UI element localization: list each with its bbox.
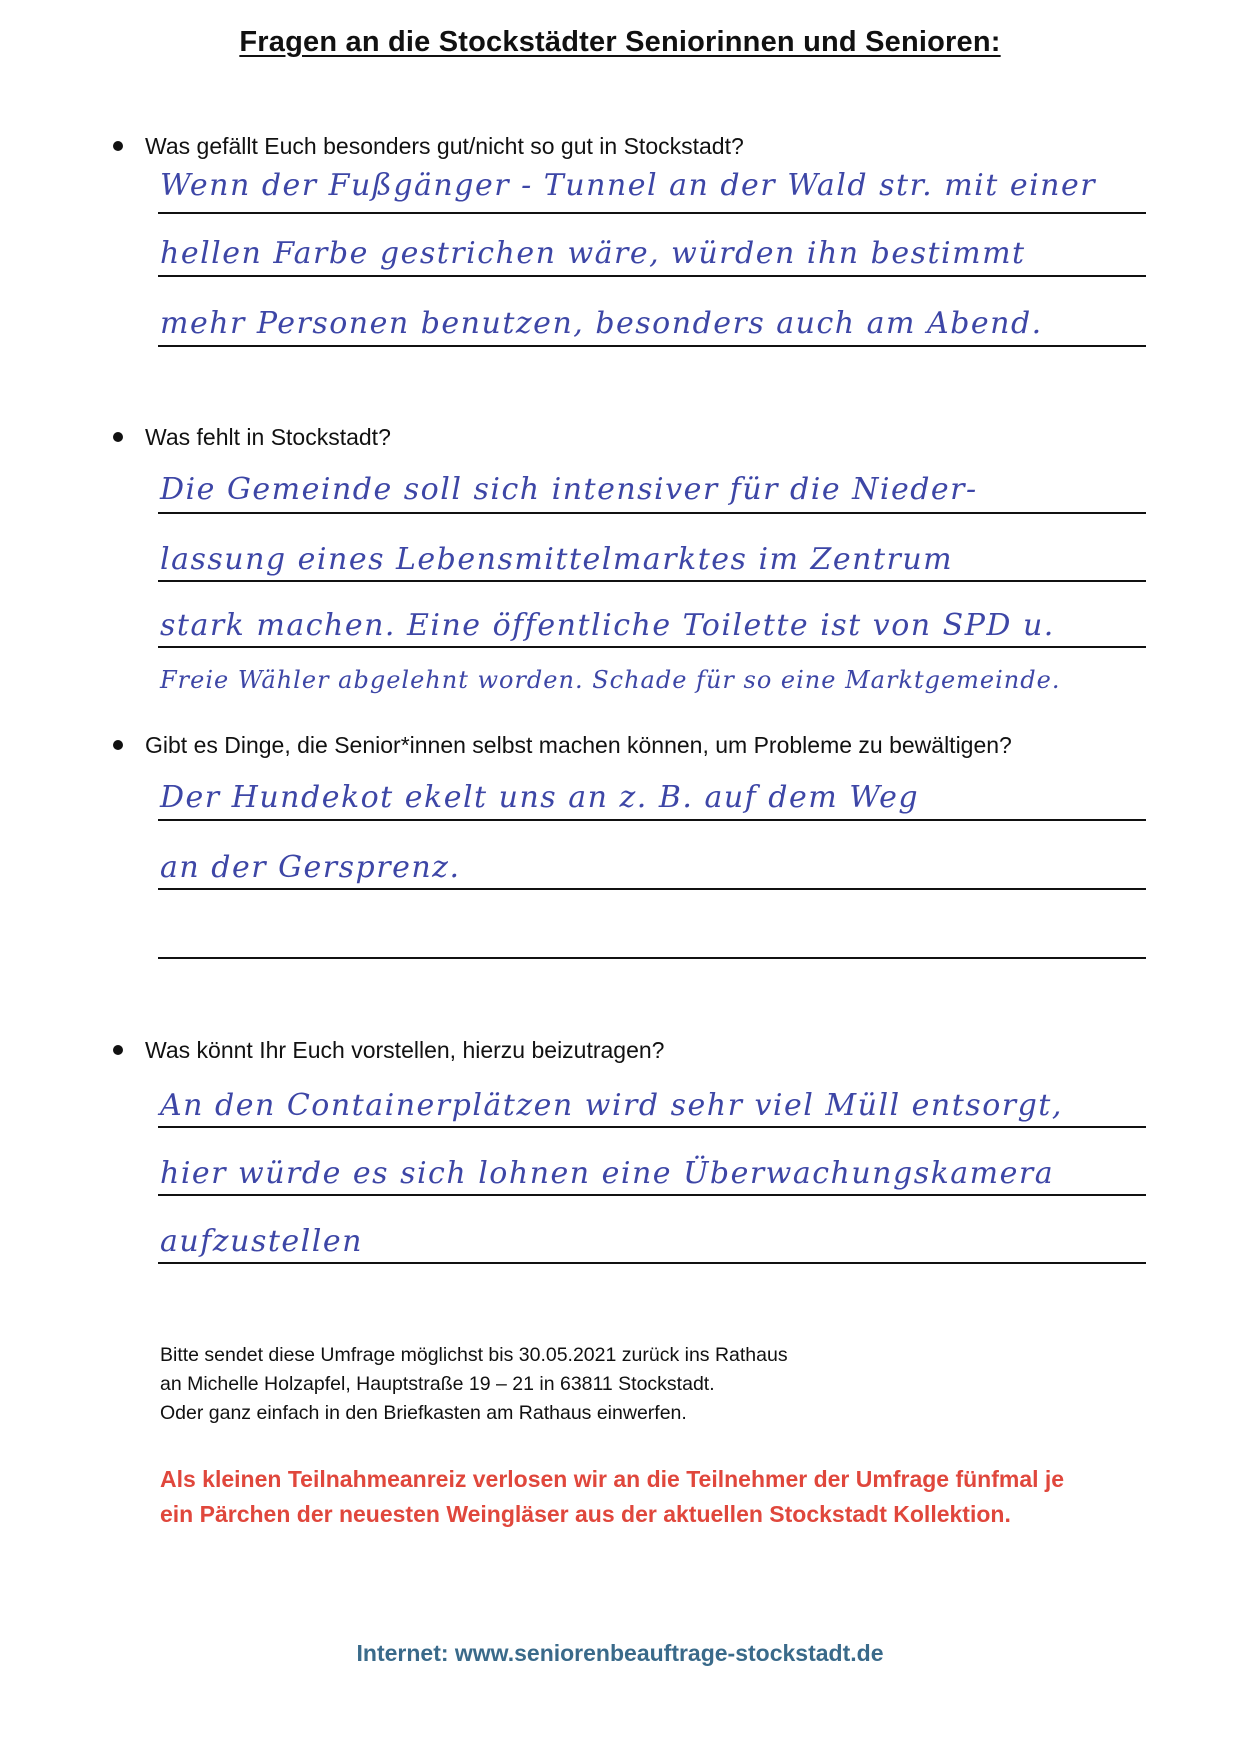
answer-line: [158, 819, 1146, 821]
handwritten-answer-line: lassung eines Lebensmittelmarktes im Zentrum: [160, 542, 954, 577]
handwritten-answer-line: stark machen. Eine öffentliche Toilette ist von SPD u.: [160, 608, 1055, 643]
answer-line: [158, 957, 1146, 959]
answer-line: [158, 1126, 1146, 1128]
answer-line: [158, 888, 1146, 890]
question-1: [113, 133, 744, 160]
handwritten-answer-line: an der Gersprenz.: [160, 850, 461, 885]
website-link[interactable]: Internet: www.seniorenbeauftrage-stockstadt.de: [356, 1640, 884, 1666]
handwritten-answer-line: aufzustellen: [160, 1224, 363, 1259]
question-2: [113, 424, 391, 451]
question-1-text: Was gefällt Euch besonders gut/nicht so gut in Stockstadt?: [145, 133, 744, 159]
handwritten-answer-line: Die Gemeinde soll sich intensiver für die Nieder-: [160, 472, 978, 507]
question-4: [113, 1037, 664, 1064]
answer-line: [158, 512, 1146, 514]
handwritten-answer-line: Der Hundekot ekelt uns an z. B. auf dem Weg: [160, 780, 920, 815]
answer-line: [158, 212, 1146, 214]
incentive-notice: [160, 1462, 1064, 1532]
question-3: [113, 732, 1012, 759]
bullet-icon: [113, 1045, 123, 1055]
handwritten-answer-line: hellen Farbe gestrichen wäre, würden ihn bestimmt: [160, 236, 1026, 271]
answer-line: [158, 1194, 1146, 1196]
bullet-icon: [113, 141, 123, 151]
answer-line: [158, 646, 1146, 648]
instruction-line: Oder ganz einfach in den Briefkasten am Rathaus einwerfen.: [160, 1402, 687, 1424]
handwritten-answer-line: Wenn der Fußgänger - Tunnel an der Wald str. mit einer: [160, 168, 1097, 203]
incentive-line: Als kleinen Teilnahmeanreiz verlosen wir an die Teilnehmer der Umfrage fünfmal je: [160, 1466, 1065, 1492]
handwritten-answer-line: Freie Wähler abgelehnt worden. Schade für so eine Marktgemeinde.: [160, 666, 1061, 694]
instruction-line: an Michelle Holzapfel, Hauptstraße 19 – 21 in 63811 Stockstadt.: [160, 1373, 715, 1395]
handwritten-answer-line: mehr Personen benutzen, besonders auch am Abend.: [160, 306, 1043, 341]
handwritten-answer-line: hier würde es sich lohnen eine Überwachungskamera: [160, 1156, 1055, 1191]
answer-line: [158, 1262, 1146, 1264]
question-2-text: Was fehlt in Stockstadt?: [145, 424, 391, 450]
return-instructions: [160, 1341, 788, 1428]
question-3-text: Gibt es Dinge, die Senior*innen selbst machen können, um Probleme zu bewältigen?: [145, 732, 1012, 758]
answer-line: [158, 580, 1146, 582]
handwritten-answer-line: An den Containerplätzen wird sehr viel Müll entsorgt,: [160, 1088, 1063, 1123]
question-4-text: Was könnt Ihr Euch vorstellen, hierzu beizutragen?: [145, 1037, 665, 1063]
page-title: Fragen an die Stockstädter Seniorinnen und Senioren:: [239, 26, 1001, 58]
instruction-line: Bitte sendet diese Umfrage möglichst bis 30.05.2021 zurück ins Rathaus: [160, 1344, 788, 1366]
bullet-icon: [113, 432, 123, 442]
incentive-line: ein Pärchen der neuesten Weingläser aus der aktuellen Stockstadt Kollektion.: [160, 1501, 1011, 1527]
bullet-icon: [113, 740, 123, 750]
answer-line: [158, 275, 1146, 277]
answer-line: [158, 345, 1146, 347]
